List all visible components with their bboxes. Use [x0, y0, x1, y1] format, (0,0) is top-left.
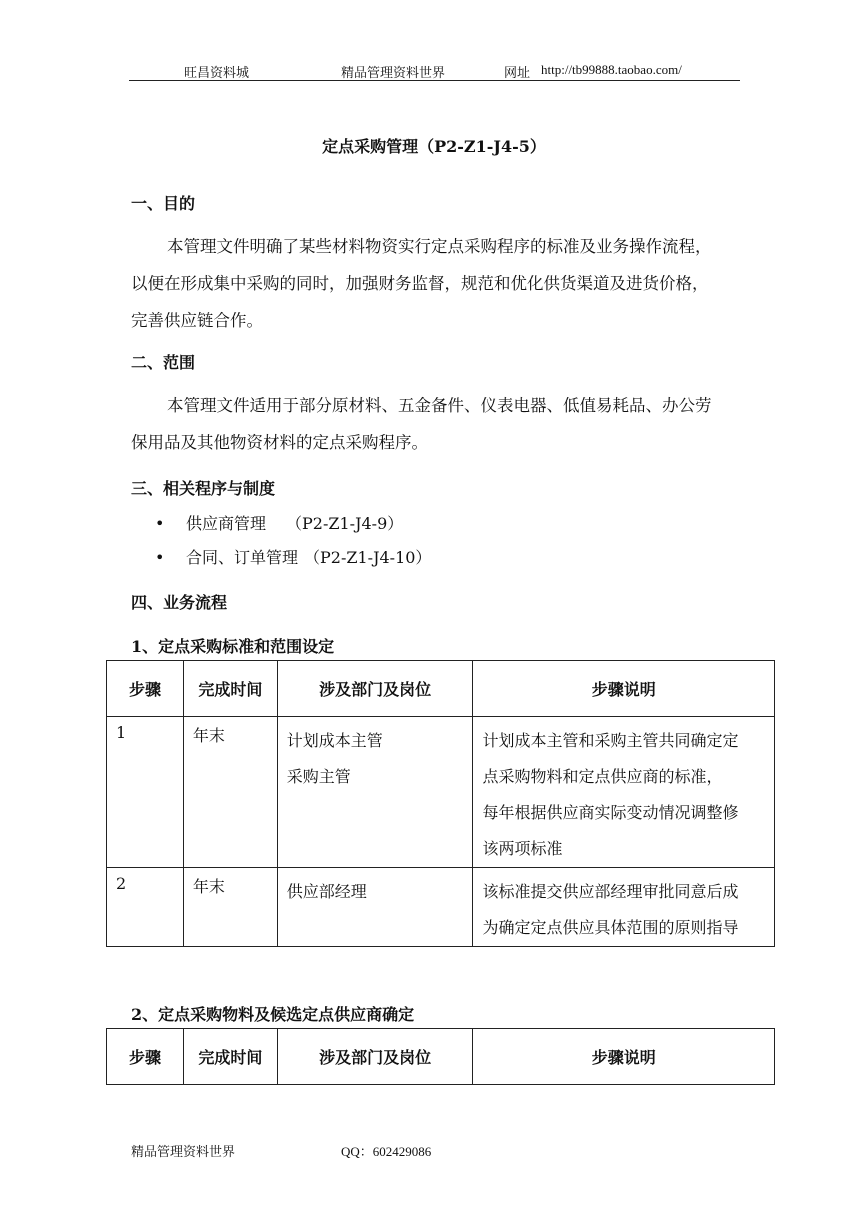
scope-paragraph — [131, 387, 746, 461]
column-header-step: 步骤 — [107, 1029, 184, 1085]
section-heading-related: 三、相关程序与制度 — [131, 479, 276, 498]
desc-line: 点采购物料和定点供应商的标准， — [482, 767, 723, 786]
step-cell: 1 — [107, 717, 184, 868]
dept-line: 计划成本主管 — [286, 731, 383, 750]
column-header-dept: 涉及部门及岗位 — [277, 1029, 473, 1085]
header-url-label: 网址 — [504, 65, 531, 80]
column-header-step: 步骤 — [107, 661, 184, 717]
column-header-time: 完成时间 — [183, 1029, 277, 1085]
list-item-label: 供应商管理 — [186, 514, 267, 533]
process-table-2 — [106, 1028, 775, 1085]
footer-site-name: 精品管理资料世界 — [131, 1144, 236, 1159]
column-header-desc: 步骤说明 — [473, 661, 775, 717]
table-row — [107, 868, 775, 947]
purpose-paragraph — [131, 228, 746, 339]
time-cell: 年末 — [183, 717, 277, 868]
section-heading-purpose: 一、目的 — [131, 194, 196, 213]
process-table-1 — [106, 660, 775, 947]
paragraph-line: 以便在形成集中采购的同时，加强财务监督，规范和优化供货渠道及进货价格， — [131, 274, 709, 293]
table-header-row — [107, 661, 775, 717]
column-header-dept: 涉及部门及岗位 — [277, 661, 473, 717]
list-item-label: 合同、订单管理 — [186, 548, 299, 567]
list-item — [155, 511, 403, 534]
desc-line: 为确定定点供应具体范围的原则指导 — [482, 918, 739, 937]
section-heading-process: 四、业务流程 — [131, 593, 228, 612]
desc-cell — [473, 868, 775, 947]
header-center-title: 精品管理资料世界 — [341, 65, 446, 80]
desc-line: 每年根据供应商实际变动情况调整修 — [482, 803, 739, 822]
dept-cell — [277, 717, 473, 868]
table2-caption: 2、定点采购物料及候选定点供应商确定 — [131, 1005, 415, 1024]
bullet-icon: • — [155, 548, 165, 567]
header-site-name: 旺昌资料城 — [184, 65, 250, 80]
list-item-code: （P2-Z1-J4-10） — [304, 548, 432, 567]
column-header-desc: 步骤说明 — [473, 1029, 775, 1085]
table-row — [107, 717, 775, 868]
document-title: 定点采购管理（P2-Z1-J4-5） — [322, 137, 546, 156]
dept-cell — [277, 868, 473, 947]
header-url-link[interactable]: http://tb99888.taobao.com/ — [541, 62, 682, 77]
paragraph-line: 本管理文件适用于部分原材料、五金备件、仪表电器、低值易耗品、办公劳 — [167, 396, 712, 415]
list-item-code: （P2-Z1-J4-9） — [286, 514, 404, 533]
table1-caption: 1、定点采购标准和范围设定 — [131, 637, 335, 656]
bullet-icon: • — [155, 514, 165, 533]
desc-line: 计划成本主管和采购主管共同确定定 — [482, 731, 739, 750]
column-header-time: 完成时间 — [183, 661, 277, 717]
section-heading-scope: 二、范围 — [131, 353, 196, 372]
paragraph-line: 保用品及其他物资材料的定点采购程序。 — [131, 433, 428, 452]
time-cell: 年末 — [183, 868, 277, 947]
desc-line: 该标准提交供应部经理审批同意后成 — [482, 882, 739, 901]
header-divider — [129, 80, 740, 81]
step-cell: 2 — [107, 868, 184, 947]
dept-line: 供应部经理 — [286, 882, 367, 901]
table-header-row — [107, 1029, 775, 1085]
dept-line: 采购主管 — [286, 767, 351, 786]
footer-qq: QQ：602429086 — [341, 1144, 432, 1159]
desc-cell — [473, 717, 775, 868]
paragraph-line: 本管理文件明确了某些材料物资实行定点采购程序的标准及业务操作流程， — [167, 237, 712, 256]
paragraph-line: 完善供应链合作。 — [131, 311, 263, 330]
desc-line: 该两项标准 — [482, 839, 563, 858]
list-item — [155, 545, 431, 568]
